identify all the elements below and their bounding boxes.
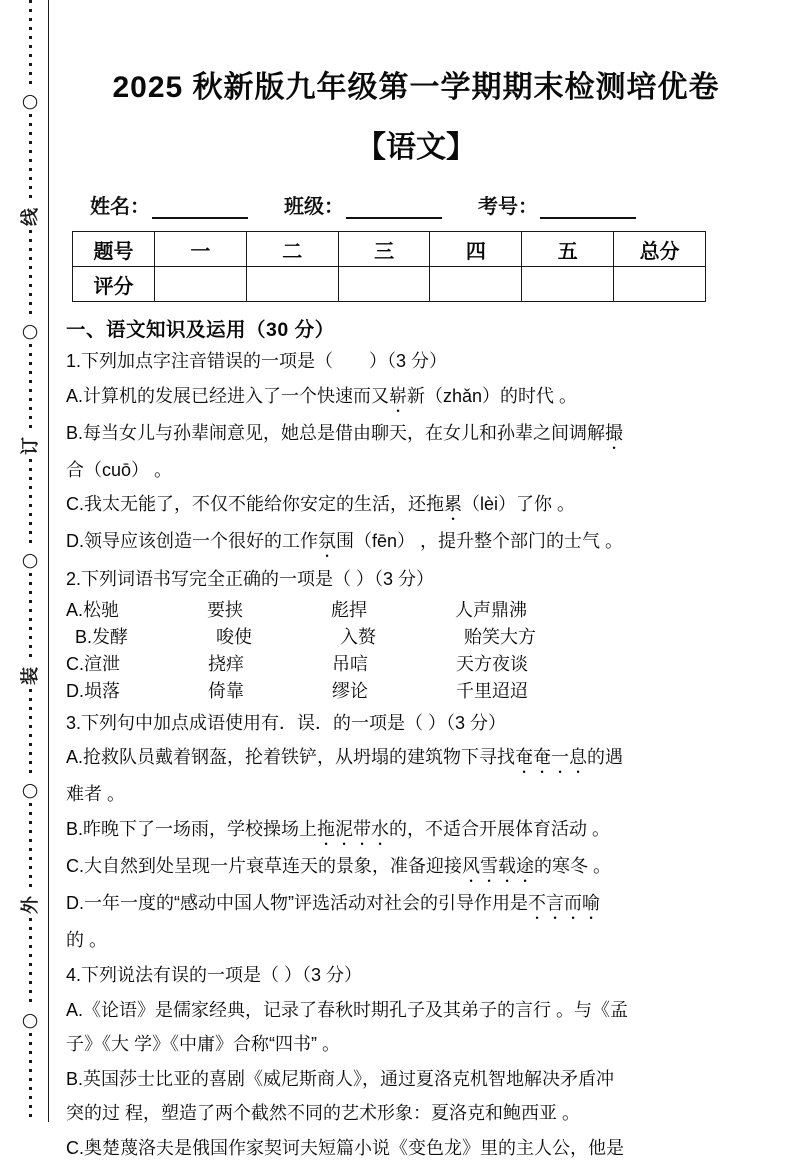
text-segment: 的 。 — [66, 930, 107, 950]
emphasized-text: 风雪载途 — [462, 856, 534, 876]
name-field — [90, 190, 248, 219]
text-segment: B.英国莎士比亚的喜剧《威尼斯商人》，通过夏洛克机智地解决矛盾冲 — [66, 1069, 614, 1089]
option-label: B. — [75, 624, 92, 651]
score-cell — [522, 267, 614, 302]
option-line — [66, 416, 766, 453]
emphasized-text: 不言而喻 — [528, 893, 600, 913]
text-segment: D.领导应该创造一个很好的工作 — [66, 531, 318, 551]
option-line — [66, 1027, 766, 1062]
text-segment: 3.下列句中加点成语使用有．误．的一项是（ ）（3 分） — [66, 713, 506, 733]
emphasized-text: 撮 — [605, 423, 623, 443]
text-segment: C.大自然到处呈现一片衰草连天的景象，准备迎接 — [66, 856, 462, 876]
option-word: 埙落 — [84, 678, 208, 705]
exam-number-label: 考号： — [478, 190, 538, 219]
word-option-line — [66, 624, 766, 651]
paper-subtitle: 【语文】 — [66, 122, 766, 166]
option-line — [66, 1062, 766, 1097]
binding-dotted-line — [29, 230, 32, 319]
option-line — [66, 487, 766, 524]
option-word: 缪论 — [332, 678, 456, 705]
word-option-line — [66, 597, 766, 624]
option-word: 彪捍 — [331, 597, 455, 624]
binding-char-xian: 线 — [21, 208, 39, 226]
question-body — [66, 344, 766, 1165]
binding-circle-icon: ○ — [22, 322, 39, 341]
text-segment: C.奥楚蔑洛夫是俄国作家契诃夫短篇小说《变色龙》里的主人公，他是 — [66, 1138, 624, 1158]
binding-circle-icon: ○ — [22, 1011, 39, 1030]
emphasized-text: 累 — [444, 494, 462, 514]
binding-dotted-line — [29, 573, 32, 662]
option-word: 天方夜谈 — [456, 651, 528, 678]
option-word: 要挟 — [207, 597, 331, 624]
text-segment: 新（zhǎn）的时代 。 — [407, 386, 577, 406]
exam-number-blank — [540, 195, 636, 219]
binding-dotted-line — [29, 114, 32, 203]
class-label: 班级： — [284, 190, 344, 219]
option-line — [66, 849, 766, 886]
text-segment: 子》《大 学》《中庸》合称“四书” 。 — [66, 1034, 340, 1054]
emphasized-text: 氛 — [318, 531, 336, 551]
text-segment: 的遇 — [587, 747, 623, 767]
binding-dotted-line — [29, 918, 32, 1007]
binding-circle-icon: ○ — [22, 551, 39, 570]
option-word: 千里迢迢 — [456, 678, 528, 705]
option-line — [66, 812, 766, 849]
section-heading: 一、语文知识及运用（30 分） — [66, 314, 766, 342]
name-label: 姓名： — [90, 190, 150, 219]
text-segment: 1.下列加点字注音错误的一项是（ ）（3 分） — [66, 351, 447, 371]
option-label: D. — [66, 678, 84, 705]
option-line — [66, 886, 766, 923]
class-field — [284, 190, 442, 219]
option-word: 挠痒 — [208, 651, 332, 678]
binding-dotted-line — [29, 459, 32, 548]
binding-char-wai: 外 — [21, 896, 39, 914]
option-word: 贻笑大方 — [464, 624, 536, 651]
score-cell — [155, 267, 247, 302]
option-line — [66, 740, 766, 777]
score-table-header-row — [73, 232, 706, 267]
text-segment: 4.下列说法有误的一项是（ ）（3 分） — [66, 965, 362, 985]
text-segment: 围（fēn） ，提升整个部门的士气 。 — [336, 531, 623, 551]
student-info-row — [66, 190, 766, 219]
column-header: 总分 — [614, 232, 706, 267]
binding-dotted-line — [29, 689, 32, 778]
question-stem — [66, 562, 766, 597]
column-header: 二 — [246, 232, 338, 267]
option-line — [66, 993, 766, 1028]
option-word: 倚靠 — [208, 678, 332, 705]
option-line — [66, 777, 766, 812]
option-line — [66, 524, 766, 561]
text-segment: B.昨晚下了一场雨，学校操场上 — [66, 819, 317, 839]
binding-dotted-line — [29, 1033, 32, 1122]
paper-content — [66, 0, 766, 1165]
score-cell — [246, 267, 338, 302]
text-segment: 的，不适合开展体育活动 。 — [389, 819, 610, 839]
option-word: 入赘 — [340, 624, 464, 651]
class-blank — [346, 195, 442, 219]
score-cell — [338, 267, 430, 302]
text-segment: A.计算机的发展已经进入了一个快速而又 — [66, 386, 389, 406]
page-border-line — [48, 0, 49, 1122]
option-line — [66, 923, 766, 958]
option-label: A. — [66, 597, 83, 624]
text-segment: C.我太无能了，不仅不能给你安定的生活，还拖 — [66, 494, 444, 514]
column-header: 一 — [155, 232, 247, 267]
option-line — [66, 1131, 766, 1165]
binding-char-ding: 订 — [21, 437, 39, 455]
text-segment: 2.下列词语书写完全正确的一项是（ ）（3 分） — [66, 569, 434, 589]
text-segment: D.一年一度的“感动中国人物”评选活动对社会的引导作用是 — [66, 893, 528, 913]
binding-dotted-line — [29, 0, 32, 89]
text-segment: 突的过 程，塑造了两个截然不同的艺术形象：夏洛克和鲍西亚 。 — [66, 1103, 580, 1123]
binding-dotted-line — [29, 803, 32, 892]
option-word: 吊唁 — [332, 651, 456, 678]
option-line — [66, 1096, 766, 1131]
option-word: 唆使 — [216, 624, 340, 651]
column-header: 五 — [522, 232, 614, 267]
question-stem — [66, 958, 766, 993]
text-segment: B.每当女儿与孙辈闹意见，她总是借由聊天，在女儿和孙辈之间调解 — [66, 423, 605, 443]
column-header: 三 — [338, 232, 430, 267]
emphasized-text: 拖泥带水 — [317, 819, 389, 839]
question-number-label: 题号 — [73, 232, 155, 267]
option-word: 发酵 — [92, 624, 216, 651]
text-segment: 的寒冬 。 — [534, 856, 611, 876]
binding-char-zhuang: 装 — [21, 667, 39, 685]
option-label: C. — [66, 651, 84, 678]
binding-dotted-line — [29, 344, 32, 433]
option-word: 松驰 — [83, 597, 207, 624]
option-line — [66, 453, 766, 488]
emphasized-text: 崭 — [389, 386, 407, 406]
text-segment: 难者 。 — [66, 784, 125, 804]
text-segment: A.《论语》是儒家经典，记录了春秋时期孔子及其弟子的言行 。与《孟 — [66, 1000, 628, 1020]
binding-circle-icon: ○ — [22, 92, 39, 111]
question-stem — [66, 706, 766, 741]
option-line — [66, 379, 766, 416]
text-segment: （lèi）了你 。 — [462, 494, 575, 514]
exam-number-field — [478, 190, 636, 219]
paper-title: 2025 秋新版九年级第一学期期末检测培优卷 — [66, 62, 766, 106]
score-table — [72, 231, 706, 302]
text-segment: A.抢救队员戴着钢盔，抡着铁铲，从坍塌的建筑物下寻找 — [66, 747, 515, 767]
score-cell — [430, 267, 522, 302]
question-stem — [66, 344, 766, 379]
word-option-line — [66, 678, 766, 705]
word-option-line — [66, 651, 766, 678]
column-header: 四 — [430, 232, 522, 267]
score-cell — [614, 267, 706, 302]
score-label: 评分 — [73, 267, 155, 302]
binding-margin — [18, 0, 42, 1122]
option-word: 渲泄 — [84, 651, 208, 678]
text-segment: 合（cuō） 。 — [66, 460, 172, 480]
emphasized-text: 奄奄一息 — [515, 747, 587, 767]
binding-circle-icon: ○ — [22, 781, 39, 800]
name-blank — [152, 195, 248, 219]
score-table-score-row — [73, 267, 706, 302]
option-word: 人声鼎沸 — [455, 597, 527, 624]
